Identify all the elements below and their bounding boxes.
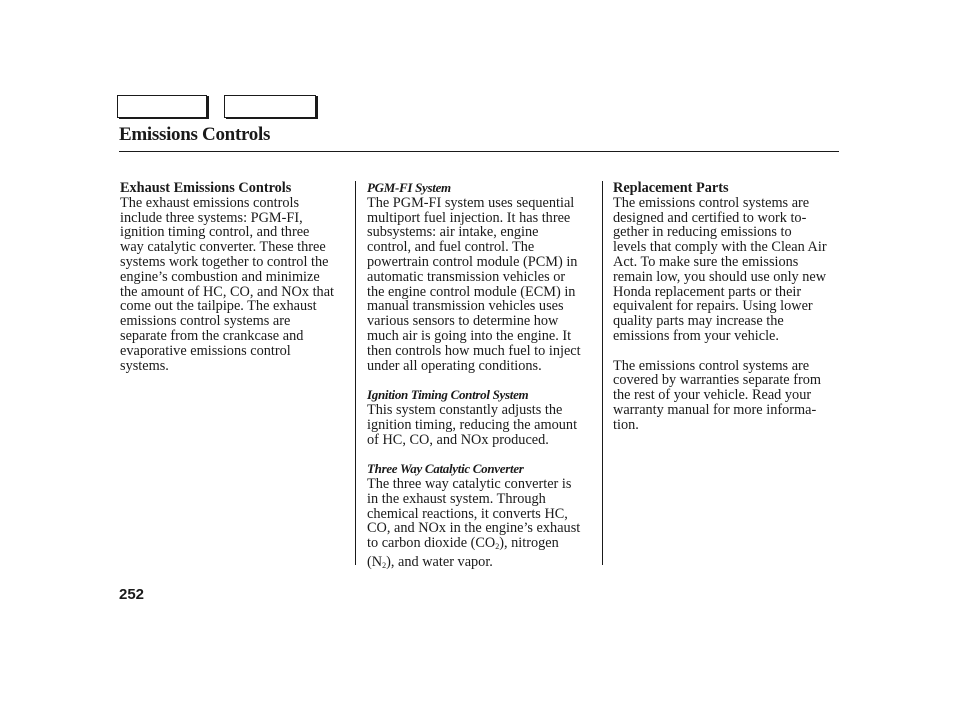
heading-exhaust-emissions-controls: Exhaust Emissions Controls xyxy=(120,180,292,196)
text-pgmfi-body: The PGM-FI system uses sequential multiport fuel injection. It has three subsystems: air intake, engine control, and fuel control. The powertrain control module (PCM) in automatic transmission vehicles or the engine control module (ECM) in manual transmission vehicles uses various sensors to determine how much air is going into the engine. It then controls how much fuel to inject under all operating conditions. xyxy=(367,194,581,374)
page-number: 252 xyxy=(119,586,145,603)
heading-pgmfi-system: PGM-FI System xyxy=(367,180,451,195)
text-ignition-body: This system constantly adjusts the ignition timing, reducing the amount of HC, CO, and NOx produced. xyxy=(367,401,578,448)
column-systems xyxy=(367,181,599,574)
text-catalytic-body: The three way catalytic converter is in the exhaust system. Through chemical reactions, it converts HC, CO, and NOx in the engine’s exhaust xyxy=(367,475,581,537)
column-replacement-parts xyxy=(613,181,845,433)
column-exhaust-emissions xyxy=(120,181,352,373)
text-catalytic-line-co2: to carbon dioxide $(CO_2)$, nitrogen xyxy=(367,535,559,552)
section-tab-1 xyxy=(117,95,207,118)
subscript-2: 2 xyxy=(382,560,387,570)
column-divider-2 xyxy=(602,181,603,565)
subscript-2: 2 xyxy=(495,542,500,552)
heading-catalytic-converter: Three Way Catalytic Converter xyxy=(367,461,524,477)
heading-ignition-timing: Ignition Timing Control System xyxy=(367,387,529,403)
text-replacement-body-1: The emissions control systems are designed and certified to work to- gether in reducing emissions to levels that comply with the Clean Air Act. To make sure the emissions remain low, you should use only new Honda replacement parts or their equivalent for repairs. Using lower quality parts may increase the emissions from your vehicle. xyxy=(613,194,827,344)
title-rule xyxy=(119,151,839,152)
column-divider-1 xyxy=(355,181,356,565)
text-catalytic-line-n2: $(N_2)$, and water vapor. xyxy=(367,553,493,570)
text-replacement-body-2: The emissions control systems are covered by warranties separate from the rest of your vehicle. Read your warranty manual for more informa- tion. xyxy=(613,357,821,433)
heading-replacement-parts: Replacement Parts xyxy=(613,180,729,196)
page-title: Emissions Controls xyxy=(119,124,271,145)
section-tab-2 xyxy=(224,95,316,118)
text-exhaust-emissions-body: The exhaust emissions controls include three systems: PGM-FI, ignition timing control, and three way catalytic converter. These three systems work together to control the engine’s combustion and minimize the amount of HC, CO, and NOx that come out the tailpipe. The exhaust emissions control systems are separate from the crankcase and evaporative emissions control systems. xyxy=(120,194,335,374)
